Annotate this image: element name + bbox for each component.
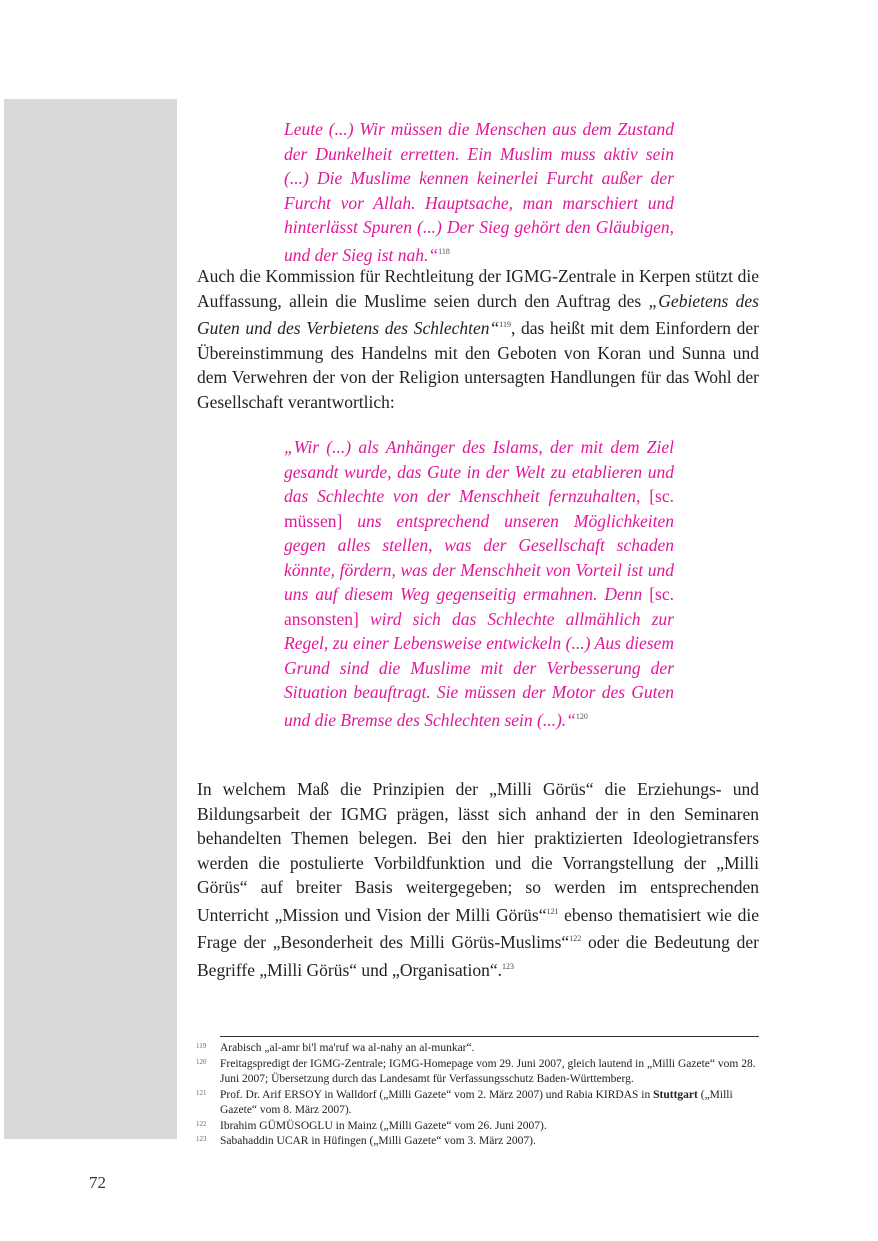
paragraph-2-s1: In welchem Maß die Prinzipien der „Milli Görüs“ die Erziehungs- und Bildungsarbeit der IGMG prägen, lässt sich anhand der in den Seminaren behandelten Themen belegen. Bei den hier praktizierten Ideologietransfers werden die postulierte Vorbildfunktion und die Vorrangstellung der „Milli Görüs“ auf breiter Basis weitergegeben; so werden im entsprechenden Unterricht „Mission und Vision der Milli Görüs“ (197, 779, 759, 925)
footnote-text: Sabahaddin UCAR in Hüfingen („Milli Gazete“ vom 3. März 2007). (220, 1135, 536, 1147)
quote-2-insert-1: [sc. müssen] (284, 486, 674, 531)
footnote-number: 119 (196, 1042, 207, 1050)
footnote-text: Freitagspredigt der IGMG-Zentrale; IGMG-Homepage vom 29. Juni 2007, gleich lautend in „Milli Gazete“ vom 28. Juni 2007; Übersetzung durch das Landesamt für Verfassungsschutz Baden-Württemberg. (220, 1057, 756, 1085)
paragraph-2 (197, 777, 759, 982)
footnote-122 (196, 1119, 759, 1135)
paragraph-2-s2: ebenso thematisiert wie die Frage der „Besonderheit des Milli Görüs-Muslims“ (197, 904, 759, 952)
footnote-number: 122 (196, 1119, 207, 1128)
quote-1-text: Leute (...) Wir müssen die Menschen aus dem Zustand der Dunkelheit erretten. Ein Muslim muss aktiv sein (...) Die Muslime kennen keinerlei Furcht außer der Furcht vor Allah. Hauptsache, man marschiert und hinterlässt Spuren (...) Der Sieg gehört den Gläubigen, und der Sieg ist nah.“ (284, 119, 674, 265)
paragraph-2-s3: oder die Bedeutung der Begriffe „Milli Görüs“ und „Organisation“. (197, 932, 759, 980)
footnote-ref-119: 119 (499, 320, 511, 329)
footnote-text-before: Prof. Dr. Arif ERSOY in Walldorf („Milli Gazete“ vom 2. März 2007) und Rabia KIRDAS in (220, 1088, 654, 1101)
paragraph-1-before: Auch die Kommission für Rechtleitung der IGMG-Zentrale in Kerpen stützt die Auffassung, allein die Muslime seien durch den Auftrag des (197, 266, 759, 311)
quote-block-2 (284, 435, 674, 732)
footnote-ref-121: 121 (546, 906, 559, 916)
footnote-number: 121 (196, 1088, 207, 1097)
footnote-text: Ibrahim GÜMÜSOGLU in Mainz („Milli Gazete“ vom 26. Juni 2007). (220, 1119, 547, 1132)
paragraph-1-after: , das heißt mit dem Einfordern der Übereinstimmung des Handelns mit den Geboten von Koran und Sunna und dem Verwehren der von der Religion untersagten Handlungen für das Wohl der Gesellschaft verantwortlich: (197, 318, 759, 412)
quote-2-part-1: „Wir (...) als Anhänger des Islams, der mit dem Ziel gesandt wurde, das Gute in der Welt zu etablieren und das Schlechte von der Menschheit fernzuhalten, (284, 437, 674, 506)
paragraph-1 (197, 264, 759, 414)
footnote-ref-122: 122 (569, 934, 582, 943)
footnote-text: Arabisch „al-amr bi'l ma'ruf wa al-nahy an al-munkar“. (220, 1042, 475, 1054)
footnote-119 (196, 1041, 759, 1057)
footnote-ref-118: 118 (438, 246, 450, 256)
footnote-number: 120 (196, 1057, 207, 1066)
quote-2-insert-2: [sc. ansonsten] (284, 584, 674, 629)
margin-band (4, 99, 177, 1139)
footnote-bold-place: Stuttgart (653, 1088, 698, 1101)
quote-2-part-2: uns entsprechend unseren Möglichkeiten gegen alles stellen, was der Gesellschaft schaden könnte, fördern, was der Menschheit von Vorteil ist und uns auf diesem Weg gegenseitig ermahnen. Denn (284, 510, 674, 604)
page-number: 72 (89, 1173, 106, 1192)
footnote-divider (220, 1036, 759, 1037)
footnote-120 (196, 1057, 759, 1088)
footnote-number: 123 (196, 1135, 207, 1143)
footnote-123 (196, 1134, 759, 1150)
footnote-121 (196, 1088, 759, 1119)
footnote-ref-120: 120 (575, 711, 588, 721)
footnote-ref-123: 123 (502, 961, 515, 971)
quote-2-part-3: wird sich das Schlechte allmählich zur Regel, zu einer Lebensweise entwickeln (...) Aus diesem Grund sind die Muslime mit der Verbesserung der Situation beauftragt. Sie müssen der Motor des Guten und die Bremse des Schlechten sein (...).“ (284, 608, 674, 730)
footnote-text-after: („Milli Gazete“ vom 8. März 2007). (220, 1088, 733, 1116)
paragraph-1-italic-term: „Gebietens des Guten und des Verbietens des Schlechten“ (197, 290, 759, 338)
footnotes (196, 1041, 759, 1150)
quote-block-1 (284, 117, 674, 267)
